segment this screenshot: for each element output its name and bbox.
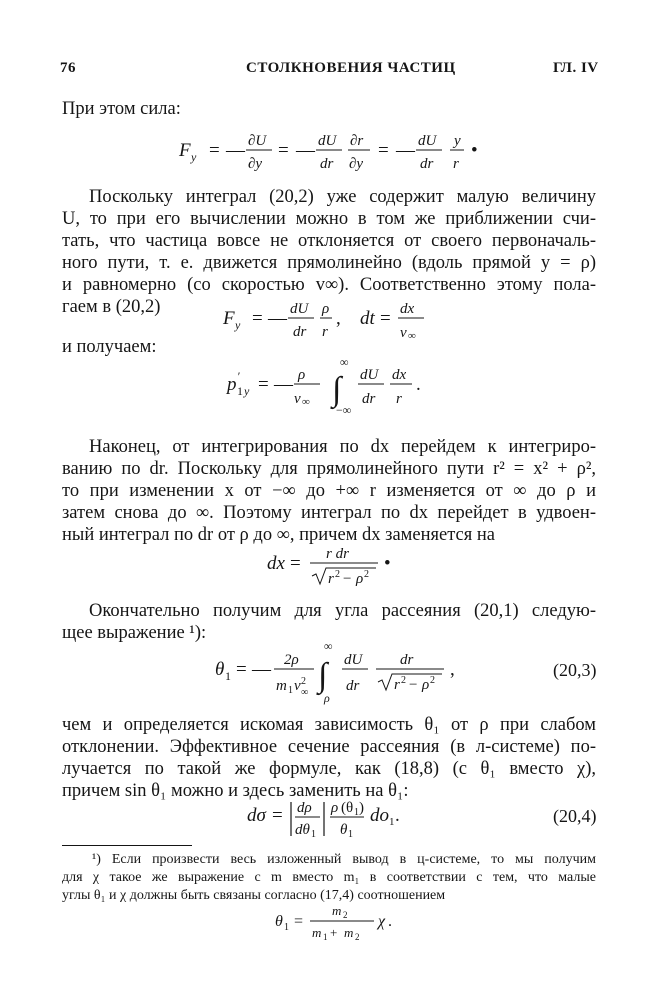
equation-force [176,128,486,176]
svg-text:(θ: (θ [341,800,354,816]
svg-text:∞: ∞ [408,330,416,342]
text-line: ного пути, т. е. движется прямолинейно (вдоль прямой y = ρ) [62,253,596,273]
svg-text:2ρ: 2ρ [284,652,299,668]
svg-text:v: v [294,678,301,694]
text-line: чем и определяется искомая зависимость θ₁ от ρ при слабом [62,715,596,735]
svg-text:y: y [244,384,250,398]
equation-theta [212,638,462,706]
svg-text:dx: dx [400,301,415,317]
svg-text:y: y [235,318,241,332]
svg-text:1: 1 [225,669,231,683]
equation-momentum [224,356,434,418]
svg-text:dσ: dσ [247,805,266,826]
svg-text:+: + [330,925,338,940]
svg-text:do: do [370,805,389,826]
text-line: причем sin θ₁ можно и здесь заменить на θ₁: [62,781,409,801]
equation-substitution [220,296,450,344]
text-line: лучается по такой же формуле, как (18,8) (с θ₁ вместо χ), [62,759,596,779]
svg-text:2: 2 [301,676,306,687]
text-line: и равномерно (со скоростью v∞). Соответственно этому пола- [62,275,596,295]
svg-text:∞: ∞ [301,687,309,698]
running-title: СТОЛКНОВЕНИЯ ЧАСТИЦ [246,60,456,76]
svg-text:2: 2 [343,910,348,920]
equation-number: (20,3) [553,660,597,680]
svg-text:θ: θ [215,659,225,680]
svg-text:=: = [278,140,289,161]
text-line: ванию по dr. Поскольку для прямолинейного пути r² = x² + ρ², [62,459,596,479]
paragraph-2 [62,436,596,546]
svg-text:−: − [343,571,352,587]
svg-text:m: m [344,925,354,940]
svg-text:2: 2 [401,675,406,686]
svg-text:r: r [396,391,402,407]
svg-text:1: 1 [323,932,328,942]
svg-text:,: , [450,659,455,680]
svg-text:1: 1 [354,807,359,818]
svg-text:dr: dr [420,156,434,172]
svg-text:.: . [416,374,421,395]
text-line: затем снова до ∞. Поэтому интеграл по dx перейдет в удвоен- [62,503,596,523]
svg-text:dx: dx [392,367,407,383]
received-text: и получаем: [62,337,157,357]
svg-text:∫: ∫ [332,371,342,408]
svg-text:∂y: ∂y [349,156,364,172]
svg-text:r: r [453,156,459,172]
footnote-line: углы θ₁ и χ должны быть связаны согласно (17,4) соотношением [62,888,446,903]
svg-text:∞: ∞ [340,356,349,369]
svg-text:dθ: dθ [295,822,310,838]
svg-text:1: 1 [389,816,395,828]
svg-text:.: . [388,913,392,930]
svg-text:v: v [294,391,301,407]
svg-text:—: — [252,659,271,680]
svg-text:1: 1 [311,829,316,840]
svg-text:v: v [400,325,407,341]
text-line: ный интеграл по dr от ρ до ∞, причем dx заменяется на [62,525,495,545]
svg-text:—: — [268,308,287,329]
footnote-line: для χ такое же выражение с m вместо m₁ в соответствии с тем, что малые [62,870,596,885]
equation-cross-section [244,796,424,842]
svg-text:r: r [394,677,400,693]
text-line: тать, что частица вовсе не отклоняется от своего первоначаль- [62,231,596,251]
svg-text:m: m [332,903,342,918]
svg-text:=: = [236,659,247,680]
text-line: гаем в (20,2) [62,297,161,317]
footnote [62,851,596,905]
svg-text:dr: dr [346,678,360,694]
svg-text:,: , [336,308,341,329]
svg-text:—: — [396,140,415,161]
equation-footnote [272,902,402,946]
svg-text:−∞: −∞ [336,403,352,417]
svg-text:y: y [454,133,461,149]
svg-text:dU: dU [418,133,437,149]
svg-text:∫: ∫ [318,657,328,694]
svg-text:dr: dr [400,652,414,668]
svg-text:=: = [380,308,391,329]
footnote-rule [62,845,192,846]
svg-text:ρ: ρ [422,677,430,693]
svg-text:=: = [252,308,263,329]
svg-text:2: 2 [335,569,340,580]
svg-text:m: m [312,925,322,940]
svg-text:=: = [294,913,304,930]
svg-text:dU: dU [318,133,337,149]
text-line: Наконец, от интегрирования по dx перейдем к интегриро- [89,437,596,457]
svg-text:∂y: ∂y [248,156,263,172]
svg-text:m: m [276,678,287,694]
text-line: то при изменении x от −∞ до +∞ r изменяется от ∞ до ρ и [62,481,596,501]
svg-text:): ) [359,800,364,816]
svg-text:1: 1 [237,384,243,398]
svg-text:F: F [179,140,191,161]
svg-text:=: = [378,140,389,161]
svg-text:1: 1 [288,685,293,696]
svg-text:ρ: ρ [356,571,364,587]
svg-text:.: . [395,805,400,826]
text-line: Поскольку интеграл (20,2) уже содержит малую величину [89,187,596,207]
svg-text:dρ: dρ [297,800,312,816]
equation-dx [264,544,404,590]
svg-text:dr: dr [293,324,307,340]
svg-text:—: — [274,374,293,395]
svg-text:dU: dU [290,301,309,317]
equation-number: (20,4) [553,806,597,826]
page-number: 76 [60,60,76,76]
svg-text:—: — [226,140,245,161]
svg-text:ρ: ρ [324,691,330,705]
svg-text:∂U: ∂U [248,133,267,149]
paragraph-4 [62,714,596,802]
svg-text:y: y [191,150,197,164]
svg-text:=: = [272,805,283,826]
text-line: отклонении. Эффективное сечение рассеяния (в л-системе) по- [62,737,596,757]
svg-text:1: 1 [284,922,289,933]
svg-text:∞: ∞ [324,639,333,653]
svg-text:p: p [227,374,237,395]
svg-text:r: r [322,324,328,340]
text-line: Окончательно получим для угла рассеяния (20,1) следую- [89,601,596,621]
svg-text:2: 2 [364,569,369,580]
svg-text:ρ: ρ [298,367,306,383]
svg-text:dU: dU [344,652,363,668]
svg-text:dt: dt [360,308,375,329]
svg-text:=: = [209,140,220,161]
svg-text:1: 1 [348,829,353,840]
svg-text:ρ: ρ [331,800,339,816]
svg-text:r: r [328,571,334,587]
text-line: U, то при его вычислении можно в том же приближении счи- [62,209,596,229]
svg-text:dx: dx [267,553,285,574]
text-line: щее выражение ¹): [62,623,207,643]
svg-text:=: = [290,553,301,574]
svg-text:2: 2 [430,675,435,686]
svg-text:θ: θ [340,822,348,838]
intro-text: При этом сила: [62,99,181,119]
svg-text:2: 2 [355,932,360,942]
svg-text:−: − [409,677,418,693]
svg-text:∂r: ∂r [350,133,364,149]
svg-text:′: ′ [237,369,240,383]
svg-text:•: • [384,553,391,574]
svg-text:F: F [223,308,235,329]
svg-text:dU: dU [360,367,379,383]
footnote-line: ¹) Если произвести весь изложенный вывод в ц-системе, то мы получим [92,852,596,867]
svg-text:∞: ∞ [302,396,310,408]
svg-text:dr: dr [362,391,376,407]
svg-text:ρ: ρ [322,301,330,317]
svg-text:—: — [296,140,315,161]
svg-text:dr: dr [320,156,334,172]
svg-text:χ: χ [378,913,386,930]
svg-text:θ: θ [275,913,283,930]
svg-text:r dr: r dr [326,546,349,562]
chapter-label: ГЛ. IV [553,60,599,76]
svg-text:=: = [258,374,269,395]
svg-text:•: • [471,140,478,161]
